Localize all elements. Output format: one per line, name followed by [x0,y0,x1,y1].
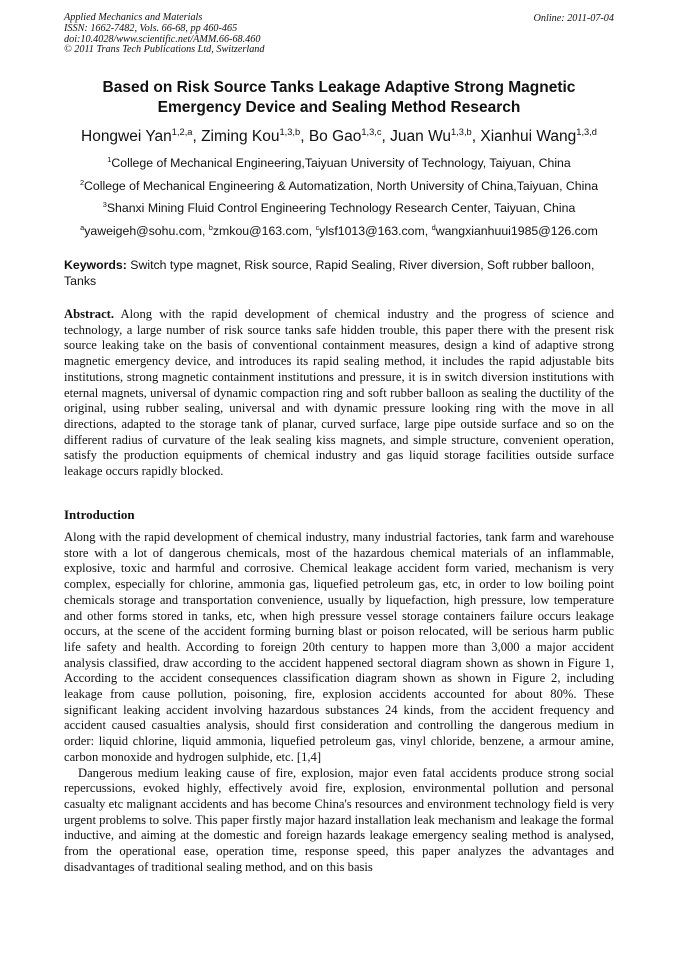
journal-doi: doi:10.4028/www.scientific.net/AMM.66-68.460 [64,33,261,45]
affiliation-3: $^3$Shanxi Mining Fluid Control Engineering Technology Research Center, Taiyuan, China [102,199,576,215]
journal-header [64,13,404,56]
author: Ziming Kou$^{1,3,b}$, [201,126,309,145]
title-line-1: Based on Risk Source Tanks Leakage Adaptive Strong Magnetic [102,79,576,96]
affiliation-1: $^1$College of Mechanical Engineering,Taiyuan University of Technology, Taiyuan, China [107,154,571,170]
keywords-text: Switch type magnet, Risk source, Rapid Sealing, River diversion, Soft rubber balloon, Tanks [64,258,595,288]
introduction-body [64,530,614,875]
online-date: Online: 2011-07-04 [533,13,614,24]
journal-copyright: © 2011 Trans Tech Publications Ltd, Switzerland [64,44,265,56]
keywords-label: Keywords: [64,258,127,272]
author: Bo Gao$^{1,3,c}$, [308,126,391,145]
author-emails: $^a$yaweigeh@sohu.com, $^b$zmkou@163.com, $^c$ylsf1013@163.com, $^d$wangxianhuui1985@126.com [80,222,598,238]
journal-name: Applied Mechanics and Materials [64,12,203,23]
author: Juan Wu$^{1,3,b}$, [390,126,481,145]
abstract [64,307,614,480]
keywords [64,258,614,289]
abstract-label: Abstract. [64,307,115,321]
abstract-text: Along with the rapid development of chemical industry and the progress of science and technology, a large number of risk source tanks safe hidden trouble, this paper there with the present risk source leaking take on the basis of conventional containment measures, design a kind of adaptive strong magnetic emergency device, and introduces its rapid sealing method, it includes the rapid adjustable bits institutions, strong magnetic containment institutions and pressure, it is in switch diversion institutions with eternal magnets, universal of dynamic compaction ring and soft rubber balloon as sealing the ductility of the original, using rubber sealing, universal and with dynamic pressure looking ring with the move in all directions, adapted to the storage tank of planar, curved surface, large pipe outside surface and so on the different radius of curvature of the leak sealing kiss magnets, and simple structure, convenient operation, satisfy the production equipments of chemical industry and gas liquid storage facilities outside surface leakage occurs rapidly blocked. [64,307,614,479]
journal-issn: ISSN: 1662-7482, Vols. 66-68, pp 460-465 [64,22,238,34]
intro-paragraph-1: Along with the rapid development of chemical industry, many industrial factories, tank farm and warehouse store with a lot of dangerous chemicals, most of the hazardous chemical materials of an inflammable, explosive, toxic and harmful and corrosive. Chemical leakage accident form varied, mechanism is very complex, especially for chlorine, ammonia gas, liquefied petroleum gas, etc, in order to low boiling point chemicals storage and transportation convenience, usually by liquefaction, high pressure, low temperature and other forms stored in tanks, etc, when high pressure vessel storage containers failure occurs leakage occurs, at the scene of the accident forming burning blast or poison relocated, will be serious harm public life safety and health. According to foreign 20th century to happen more than 3,000 a major accident analysis classified, draw according to the accident happened sectoral diagram shown as shown in Figure 1, According to the accident consequences classification diagram shown as shown in Figure 2, including leakage from cause pollution, poisoning, fire, explosion accidents accounted for about 80%. These significant leaking accident involving hazardous substances 24 kinds, from the accident frequency and accident caused casualties analysis, should first consideration and controlling the dangerous medium in order: liquid chlorine, liquid ammonia, liquefied petroleum gas, vinyl chloride, benzene, a armour amine, carbon monoxide and hydrogen sulphide, etc. [1,4] [64,530,614,764]
section-heading-introduction: Introduction [64,507,135,522]
author: Hongwei Yan$^{1,2,a}$, [81,126,202,145]
title-line-2: Emergency Device and Sealing Method Research [157,99,521,116]
author-list [40,128,638,146]
intro-paragraph-2: Dangerous medium leaking cause of fire, explosion, major even fatal accidents produce strong social repercussions, evoked highly, effectively avoid fire, explosion, environmental pollution and personal casualty etc malignant accidents and has become China's resources and environment technology field is very urgent problems to solve. This paper firstly major hazard installation leak mechanism and leakage the formal inductive, and aiming at the domestic and foreign hazards leakage emergency sealing method is analysed, from the operational ease, operation time, response speed, this paper analyzes the advantages and disadvantages of traditional sealing method, and on this basis [64,765,614,874]
paper-title [64,78,614,118]
affiliation-2: $^2$College of Mechanical Engineering & Automatization, North University of China,Taiyuan, China [79,177,599,193]
author: Xianhui Wang$^{1,3,d}$ [480,126,597,145]
